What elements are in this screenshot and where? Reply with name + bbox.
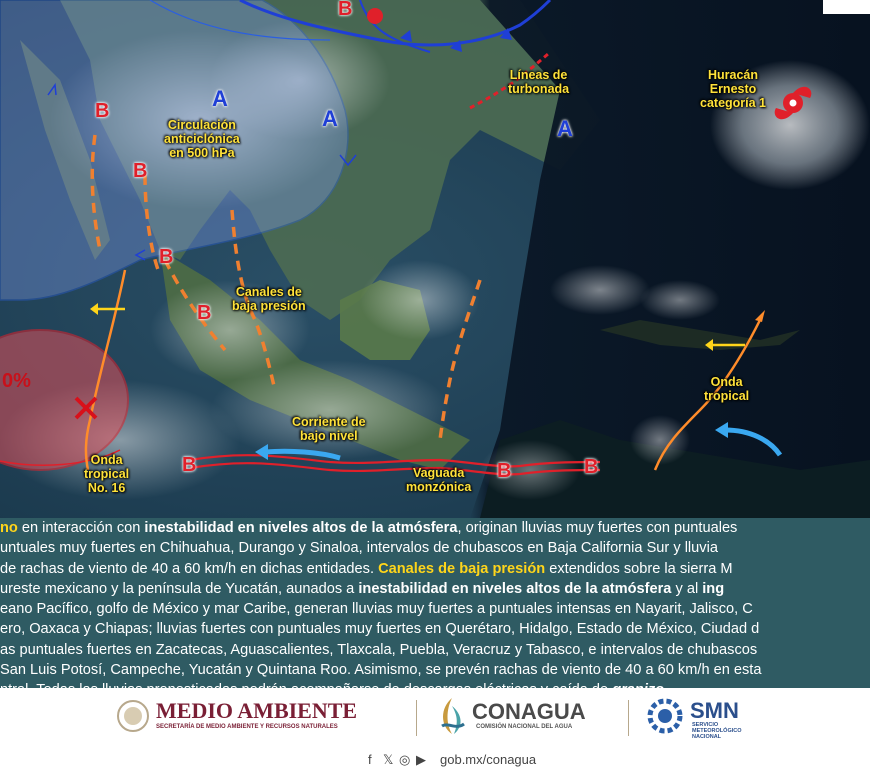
anticyclone-label: Circulación anticiclónica en 500 hPa xyxy=(164,118,240,160)
logo-separator-2 xyxy=(628,700,629,736)
squall-label: Líneas de turbonada xyxy=(508,68,570,96)
medio-ambiente-title: MEDIO AMBIENTE xyxy=(156,698,358,723)
low-channels-label: Canales de baja presión xyxy=(232,285,306,313)
text-line-4: ureste mexicano y la península de Yucatán, aunados a inestabilidad en niveles altos de la atmósfera y al ing xyxy=(0,580,725,597)
smn-subtitle: SERVICIO METEOROLÓGICO NACIONAL xyxy=(692,722,742,740)
mexico-coat-of-arms-icon xyxy=(116,698,150,734)
high-pressure-a1: A xyxy=(212,86,228,111)
low-pressure-b6: B xyxy=(182,454,197,476)
facebook-icon[interactable]: f xyxy=(368,752,372,767)
conagua-title: CONAGUA xyxy=(472,699,586,724)
hurricane-label: Huracán Ernesto categoría 1 xyxy=(700,68,767,110)
high-pressure-a2: A xyxy=(322,106,338,131)
institution-logos-bar xyxy=(0,688,870,746)
low-pressure-b7: B xyxy=(497,460,512,482)
high-pressure-a3: A xyxy=(557,116,573,141)
text-line-3: de rachas de viento de 40 a 60 km/h en dichas entidades. Canales de baja presión extendidos sobre la sierra M xyxy=(0,560,733,577)
text-line-2: untuales muy fuertes en Chihuahua, Durango y Sinaloa, intervalos de chubascos en Baja California Sur y lluvia xyxy=(0,540,718,557)
logo-separator-1 xyxy=(416,700,417,736)
conagua-subtitle: COMISIÓN NACIONAL DEL AGUA xyxy=(476,724,573,730)
low-pressure-b3: B xyxy=(133,160,148,182)
text-line-8: San Luis Potosí, Campeche, Yucatán y Quintana Roo. Asimismo, se prevén rachas de viento de 40 a 60 km/h en esta xyxy=(0,662,762,679)
low-pressure-b8: B xyxy=(584,456,599,478)
low-pressure-b4: B xyxy=(159,246,174,268)
monsoon-trough-label: Vaguada monzónica xyxy=(406,466,472,494)
text-line-5: eano Pacífico, golfo de México y mar Caribe, generan lluvias muy fuertes a puntuales intensas en Nayarit, Jalisco, C xyxy=(0,601,753,618)
x-icon[interactable]: 𝕏 xyxy=(383,752,394,767)
conagua-logo-icon xyxy=(436,696,468,736)
forecast-text-panel xyxy=(0,518,870,688)
text-line-7: as puntuales fuertes en Zacatecas, Aguascalientes, Tlaxcala, Puebla, Veracruz y Tabasco, e intervalos de chubascos xyxy=(0,641,758,658)
low-center-dot xyxy=(367,8,383,24)
youtube-icon[interactable]: ▶ xyxy=(416,752,426,767)
tropical-wave-16-label: Onda tropical No. 16 xyxy=(84,453,130,495)
low-pressure-b5: B xyxy=(197,302,212,324)
low-pressure-b1: B xyxy=(338,0,353,20)
text-line-6: ero, Oaxaca y Chiapas; lluvias fuertes con puntuales muy fuertes en Querétaro, Hidalgo, Estado de México, Ciudad d xyxy=(0,621,760,638)
medio-ambiente-subtitle: SECRETARÍA DE MEDIO AMBIENTE Y RECURSOS NATURALES xyxy=(156,724,338,730)
low-pressure-b2: B xyxy=(95,100,110,122)
probability-label: 0% xyxy=(2,370,31,392)
instagram-icon[interactable]: ◎ xyxy=(399,752,411,767)
smn-title: SMN xyxy=(690,698,739,723)
text-line-1: no en interacción con inestabilidad en niveles altos de la atmósfera, originan lluvias muy fuertes con puntuales xyxy=(0,520,738,536)
low-level-jet-label: Corriente de bajo nivel xyxy=(292,415,366,443)
tropical-wave-label: Onda tropical xyxy=(704,375,750,403)
footer xyxy=(0,746,870,773)
smn-logo-icon xyxy=(646,697,684,735)
footer-url-link[interactable]: gob.mx/conagua xyxy=(440,752,537,767)
corner-logo xyxy=(823,0,870,14)
